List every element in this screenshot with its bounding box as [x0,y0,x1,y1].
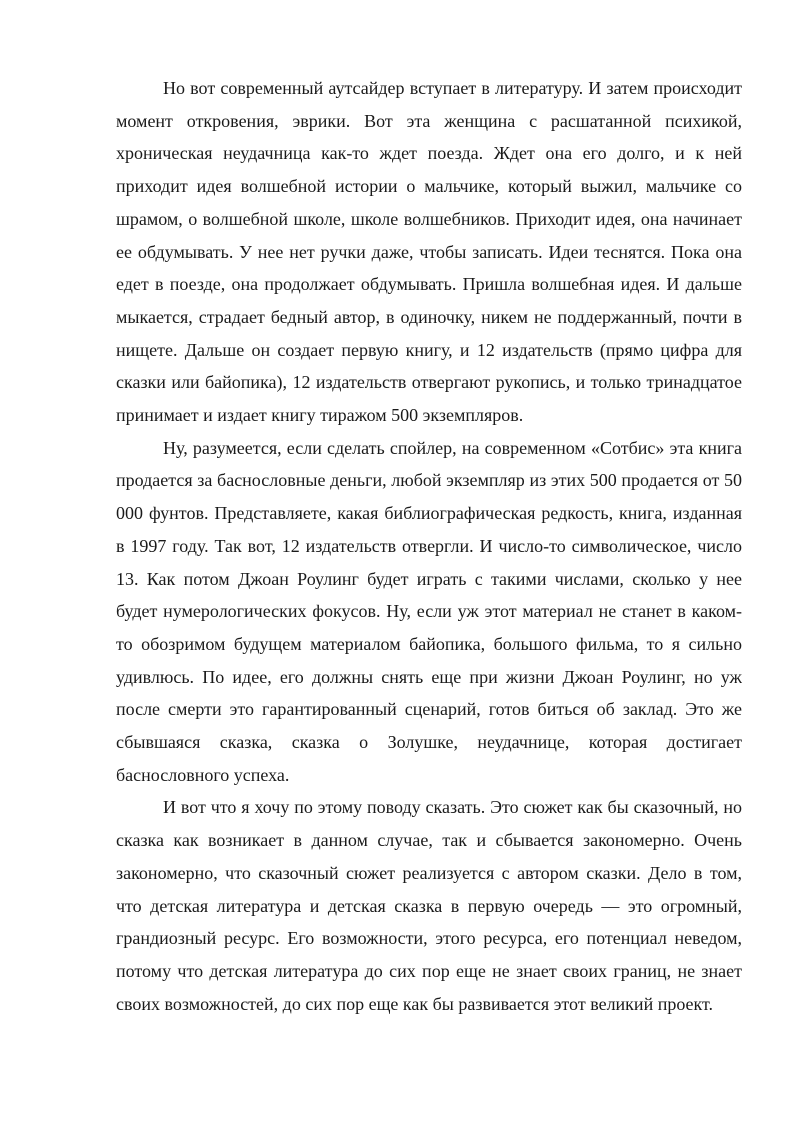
paragraph-2: Ну, разумеется, если сделать спойлер, на современном «Сотбис» эта книга продается за баснословные деньги, любой экземпляр из этих 500 продается от 50 000 фунтов. Представляете, какая библиографическая редкость, книга, изданная в 1997 году. Так вот, 12 издательств отвергли. И число-то символическое, число 13. Как потом Джоан Роулинг будет играть с такими числами, сколько у нее будет нумерологических фокусов. Ну, если уж этот материал не станет в каком-то обозримом будущем материалом байопика, большого фильма, то я сильно удивлюсь. По идее, его должны снять еще при жизни Джоан Роулинг, но уж после смерти это гарантированный сценарий, готов биться об заклад. Это же сбывшаяся сказка, сказка о Золушке, неудачнице, которая достигает баснословного успеха. [116,437,742,785]
body-text [116,72,742,1020]
paragraph-3: И вот что я хочу по этому поводу сказать. Это сюжет как бы сказочный, но сказка как возникает в данном случае, так и сбывается закономерно. Очень закономерно, что сказочный сюжет реализуется с автором сказки. Дело в том, что детская литература и детская сказка в первую очередь — это огромный, грандиозный ресурс. Его возможности, этого ресурса, его потенциал неведом, потому что детская литература до сих пор еще не знает своих границ, не знает своих возможностей, до сих пор еще как бы развивается этот великий проект. [116,797,742,1014]
paragraph-1: Но вот современный аутсайдер вступает в литературу. И затем происходит момент откровения, эврики. Вот эта женщина с расшатанной психикой, хроническая неудачница как-то ждет поезда. Ждет она его долго, и к ней приходит идея волшебной истории о мальчике, который выжил, мальчике со шрамом, о волшебной школе, школе волшебников. Приходит идея, она начинает ее обдумывать. У нее нет ручки даже, чтобы записать. Идеи теснятся. Пока она едет в поезде, она продолжает обдумывать. Пришла волшебная идея. И дальше мыкается, страдает бедный автор, в одиночку, никем не поддержанный, почти в нищете. Дальше он создает первую книгу, и 12 издательств (прямо цифра для сказки или байопика), 12 издательств отвергают рукопись, и только тринадцатое принимает и издает книгу тиражом 500 экземпляров. [116,78,742,426]
